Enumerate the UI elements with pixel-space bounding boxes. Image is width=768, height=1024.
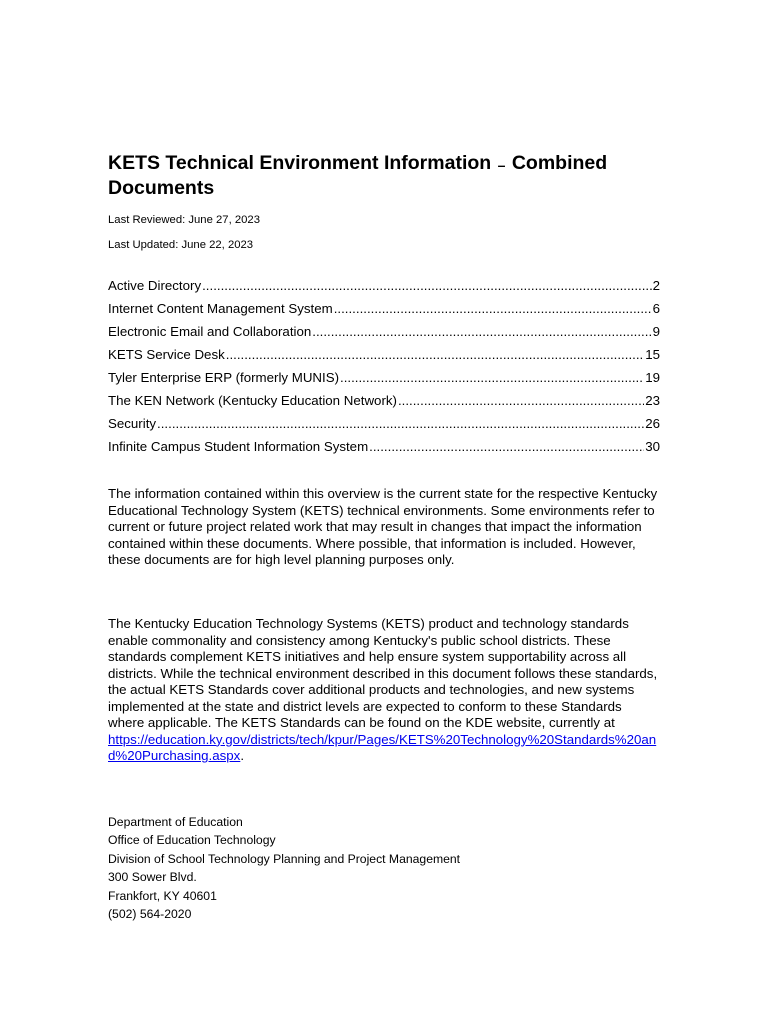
standards-paragraph-text: The Kentucky Education Technology Systems (KETS) product and technology standards enable commonality and consistency among Kentucky's public school districts. These standards complement KETS initiatives and help ensure system supportability across all districts. While the technical environment described in this document follows these standards, the actual KETS Standards cover additional products and technologies, and new systems implemented at the state and district levels are expected to conform to these Standards where applicable. The KETS Standards can be found on the KDE website, currently at bbox=[108, 616, 658, 730]
toc-leader bbox=[334, 300, 652, 317]
toc-entry-label: Infinite Campus Student Information System bbox=[108, 439, 369, 454]
address-line-phone: (502) 564-2020 bbox=[108, 907, 192, 922]
toc-entry-internet-content-management[interactable] bbox=[108, 300, 660, 323]
address-line-city: Frankfort, KY 40601 bbox=[108, 888, 217, 903]
toc-leader bbox=[369, 438, 644, 455]
toc-entry-label: Internet Content Management System bbox=[108, 301, 333, 316]
toc-entry-ken-network[interactable] bbox=[108, 392, 660, 415]
toc-entry-label: Tyler Enterprise ERP (formerly MUNIS) bbox=[108, 370, 340, 385]
address-line-division: Division of School Technology Planning and Project Management bbox=[108, 851, 461, 866]
toc-entry-active-directory[interactable] bbox=[108, 277, 660, 300]
table-of-contents bbox=[108, 277, 660, 461]
toc-entry-page: 9 bbox=[652, 324, 660, 339]
toc-entry-label: Security bbox=[108, 416, 157, 431]
title-dash: – bbox=[497, 157, 506, 173]
toc-leader bbox=[398, 392, 644, 409]
toc-entry-label: Active Directory bbox=[108, 278, 202, 293]
last-reviewed: Last Reviewed: June 27, 2023 bbox=[108, 214, 260, 226]
toc-entry-page: 2 bbox=[652, 278, 660, 293]
toc-entry-page: 26 bbox=[645, 416, 660, 431]
address-line-department: Department of Education bbox=[108, 815, 243, 829]
toc-leader bbox=[202, 277, 651, 294]
toc-leader bbox=[157, 415, 644, 432]
contact-address bbox=[108, 813, 460, 923]
standards-paragraph-trailing: . bbox=[240, 748, 245, 763]
address-line-street: 300 Sower Blvd. bbox=[108, 870, 197, 885]
kets-standards-link[interactable]: https://education.ky.gov/districts/tech/kpur/Pages/KETS%20Technology%20Standards%20and%20Purchasing.aspx bbox=[108, 731, 657, 763]
toc-leader bbox=[312, 323, 651, 340]
address-line-office: Office of Education Technology bbox=[108, 833, 276, 848]
toc-entry-label: KETS Service Desk bbox=[108, 347, 225, 362]
toc-entry-page: 30 bbox=[645, 439, 660, 454]
title-part2: Combined bbox=[511, 152, 608, 174]
toc-entry-tyler-erp[interactable] bbox=[108, 369, 660, 392]
toc-entry-page: 15 bbox=[645, 347, 660, 362]
toc-entry-email-collaboration[interactable] bbox=[108, 323, 660, 346]
title-part1: KETS Technical Environment Information bbox=[108, 152, 492, 174]
toc-entry-security[interactable] bbox=[108, 415, 660, 438]
toc-entry-page: 6 bbox=[652, 301, 660, 316]
title-line2: Documents bbox=[108, 177, 215, 199]
last-updated: Last Updated: June 22, 2023 bbox=[108, 239, 254, 251]
toc-leader bbox=[226, 346, 644, 363]
toc-entry-service-desk[interactable] bbox=[108, 346, 660, 369]
toc-entry-page: 19 bbox=[645, 370, 660, 385]
toc-entry-page: 23 bbox=[645, 393, 660, 408]
overview-paragraph: The information contained within this overview is the current state for the respective Kentucky Educational Technology System (KETS) technical environments. Some environments refer to current or future project related work that may result in changes that impact the information contained within these documents. Where possible, that information is included. However, these documents are for high level planning purposes only. bbox=[108, 486, 658, 567]
standards-paragraph bbox=[108, 616, 660, 765]
document-title bbox=[108, 151, 660, 200]
toc-entry-label: Electronic Email and Collaboration bbox=[108, 324, 312, 339]
toc-leader bbox=[340, 369, 644, 386]
document-page bbox=[108, 151, 660, 922]
toc-entry-infinite-campus[interactable] bbox=[108, 438, 660, 461]
toc-entry-label: The KEN Network (Kentucky Education Network) bbox=[108, 393, 397, 408]
